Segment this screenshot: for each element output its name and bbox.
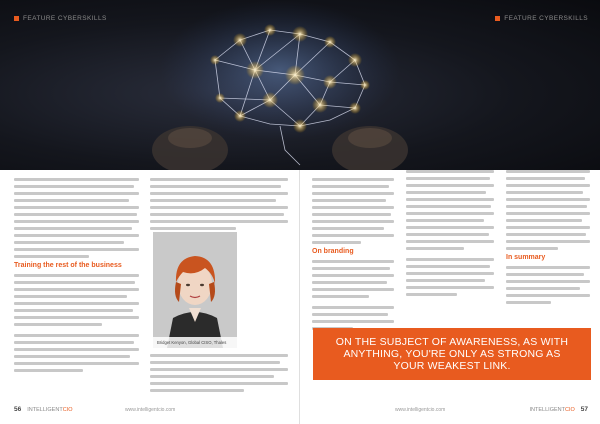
hero-brain-image	[0, 0, 600, 170]
portrait-photo	[153, 232, 237, 348]
heading-training: Training the rest of the business	[14, 262, 122, 269]
left-footer-url[interactable]: www.intelligentcio.com	[125, 407, 176, 413]
right-column-1	[312, 178, 394, 334]
section-label: FEATURE CYBERSKILLS	[14, 15, 107, 22]
photo-caption: Bridget Kenyon, Global CISO, Thales	[153, 337, 237, 348]
heading-in-summary: In summary	[506, 254, 546, 261]
left-column-2-bottom	[150, 354, 288, 396]
accent-square-icon-right	[495, 16, 500, 21]
right-column-2	[406, 170, 494, 300]
right-footer-url[interactable]: www.intelligentcio.com	[395, 407, 446, 413]
heading-on-branding: On branding	[312, 248, 354, 255]
accent-square-icon	[14, 16, 19, 21]
page-number-left: 56	[14, 406, 22, 413]
page-number-right: 57	[580, 406, 588, 413]
right-footer: INTELLIGENTCIO 57	[529, 406, 588, 413]
left-column-2-top	[150, 178, 288, 234]
pull-quote: ON THE SUBJECT OF AWARENESS, AS WITH ANYTHING, YOU'RE ONLY AS STRONG AS YOUR WEAKEST LINK.	[313, 328, 591, 380]
left-column-1	[14, 178, 139, 376]
right-column-3	[506, 170, 590, 308]
left-footer: 56 INTELLIGENTCIO	[14, 406, 73, 413]
section-label-right: FEATURE CYBERSKILLS	[495, 15, 588, 22]
